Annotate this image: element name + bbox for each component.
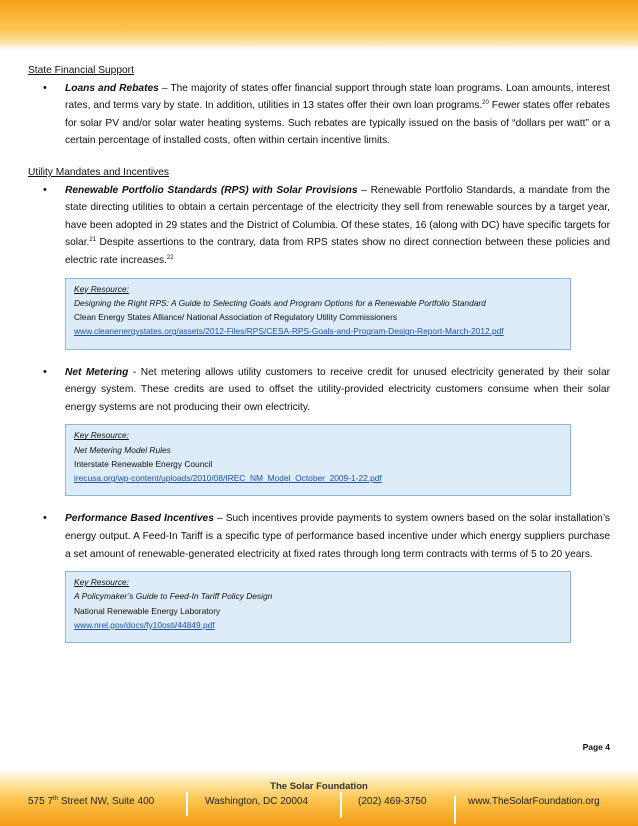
bullet-list	[28, 182, 610, 270]
bullet-loans-rebates	[28, 80, 610, 150]
key-resource-title: Designing the Right RPS: A Guide to Selecting Goals and Program Options for a Renewable Portfolio Standard	[74, 297, 486, 308]
bullet-text: Net metering allows utility customers to receive credit for unused electricity generated by their solar energy system. These credits are used to offset the utility-provided electricity customers consume when their solar energy systems are not producing their own electricity.	[65, 366, 610, 413]
bullet-list	[28, 80, 610, 150]
bullet-text: Renewable Portfolio Standards, a mandate from the state directing utilities to obtain a certain percentage of the electricity they sell from renewable sources by a target year, have been adopted in 29 states and the District of Columbia. Of these states, 16 (along with DC) have specific targets for solar.	[65, 184, 610, 249]
footer-divider	[340, 792, 342, 818]
bullet-rps	[28, 182, 610, 270]
key-resource-label: Key Resource:	[74, 577, 129, 588]
key-resource-org: National Renewable Energy Laboratory	[74, 605, 221, 616]
key-resource-box	[65, 278, 571, 350]
key-resource-title: Net Metering Model Rules	[74, 444, 171, 455]
bullet-separator: –	[158, 82, 171, 94]
key-resource-label: Key Resource:	[74, 430, 129, 441]
bullet-title: Loans and Rebates	[65, 82, 159, 94]
bullet-separator: –	[357, 184, 371, 196]
bullet-title: Net Metering	[65, 366, 129, 378]
bullet-text: Despite assertions to the contrary, data from RPS states show no direct connection between these policies and electric rate increases.	[65, 237, 610, 266]
footer-address-sup: th	[53, 796, 59, 802]
key-resource-label: Key Resource:	[74, 283, 129, 294]
footer-website[interactable]: www.TheSolarFoundation.org	[468, 796, 600, 807]
header-band	[0, 0, 638, 50]
key-resource-title: A Policymaker’s Guide to Feed-In Tariff Policy Design	[74, 591, 273, 602]
footer-divider	[454, 796, 456, 824]
footnote-ref[interactable]: 21	[89, 237, 97, 244]
section-heading-state-financial: State Financial Support	[28, 65, 134, 76]
bullet-text: Such incentives provide payments to system owners based on the solar installation’s energy output. A Feed-In Tariff is a specific type of performance based incentive under which energy suppliers purchase a set amount of renewable-generated electricity at fixed rates through long term contracts with terms of 5 to 20 years.	[65, 513, 611, 560]
bullet-performance-incentives	[28, 510, 610, 563]
footnote-ref[interactable]: 22	[166, 254, 174, 261]
bullet-separator: –	[213, 513, 226, 525]
bullet-title: Performance Based Incentives	[65, 513, 214, 525]
bullet-list	[28, 510, 610, 563]
footer-city: Washington, DC 20004	[205, 796, 309, 807]
key-resource-link[interactable]: www.cleanenergystates.org/assets/2012-Files/RPS/CESA-RPS-Goals-and-Program-Design-Report-March-2012.pdf	[74, 326, 504, 337]
bullet-list	[28, 364, 610, 417]
footer-address-pre: 575 7	[28, 796, 54, 807]
footnote-ref[interactable]: 20	[482, 100, 489, 107]
section-heading-utility-mandates: Utility Mandates and Incentives	[28, 166, 169, 178]
footer-org-name: The Solar Foundation	[270, 781, 368, 792]
key-resource-org: Clean Energy States Alliance/ National Association of Regulatory Utility Commissioners	[74, 311, 398, 322]
key-resource-link[interactable]: irecusa.org/wp-content/uploads/2010/08/IREC_NM_Model_October_2009-1-22.pdf	[74, 472, 382, 483]
key-resource-link[interactable]: www.nrel.gov/docs/fy10osti/44849.pdf	[74, 619, 215, 630]
footer-address-post: Street NW, Suite 400	[58, 796, 155, 807]
key-resource-box	[65, 424, 571, 496]
footer-phone[interactable]: (202) 469-3750	[358, 796, 427, 807]
footer-address	[28, 796, 154, 807]
bullet-separator: -	[128, 366, 141, 378]
bullet-text: Fewer states offer rebates for solar PV and/or solar water heating systems. Such rebates are typically issued on the basis of “dollars per watt” or a certain percentage of installed costs, often within certain incentive limits.	[65, 100, 610, 147]
page-number: Page 4	[582, 742, 610, 752]
footer-divider	[186, 792, 188, 816]
key-resource-org: Interstate Renewable Energy Council	[74, 458, 213, 469]
bullet-net-metering	[28, 364, 610, 417]
bullet-text: The majority of states offer financial support through state loan programs. Loan amounts, interest rates, and terms vary by state. In addition, utilities in 13 states offer their own loan programs.	[65, 82, 610, 112]
document-body	[28, 62, 610, 643]
key-resource-box	[65, 571, 571, 643]
bullet-title: Renewable Portfolio Standards (RPS) with Solar Provisions	[65, 184, 358, 196]
